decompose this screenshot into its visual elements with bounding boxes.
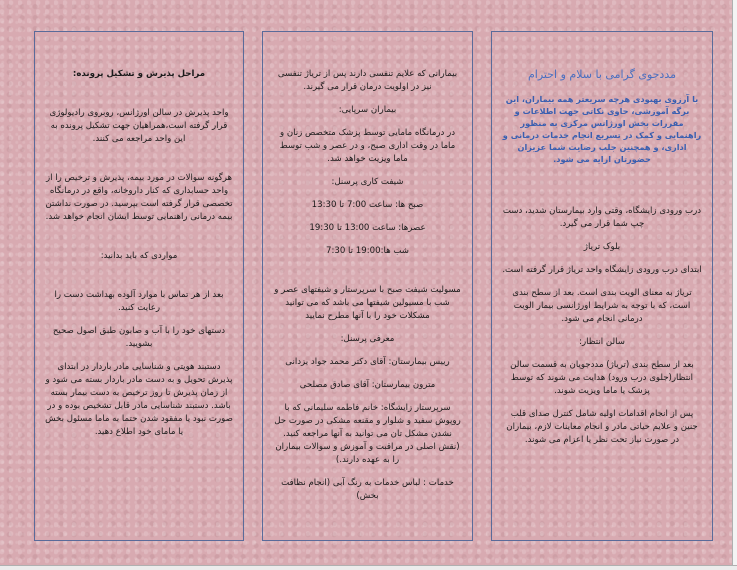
shift-evening: عصرها: ساعت 13:00 تا 19:30	[309, 223, 426, 233]
admission-heading: مراحل پذیرش و تشکیل پرونده:	[72, 69, 206, 79]
hand-hygiene-paragraph: بعد از هر تماس با موارد آلوده بهداشت دست را رعایت کنید.	[54, 290, 224, 313]
greeting-title: مددجوی گرامی با سلام و احترام	[528, 68, 676, 81]
outpatient-paragraph: در درمانگاه مامایی توسط پزشک متخصص زنان و ماما در وقت اداری صبح، و در عصر و شب توسط ماما ویزیت خواهد شد.	[279, 128, 456, 164]
respiratory-priority-paragraph: بیمارانی که علایم تنفسی دارند پس از تریاژ تنفسی نیز در اولویت درمان قرار می گیرند.	[277, 69, 458, 92]
triage-heading: بلوک تریاژ	[583, 242, 621, 252]
page-edge	[0, 565, 737, 570]
shifts-heading: شیفت کاری پرسنل:	[331, 177, 404, 187]
initial-care-paragraph: پس از انجام اقدامات اولیه شامل کنترل صدای قلب جنین و علایم حیاتی مادر و انجام معاینات لازم، بیماران در صورت نیاز تحت نظر یا اعزام می شوند.	[506, 409, 698, 445]
shift-morning: صبح ها: ساعت 7:00 تا 13:30	[311, 200, 424, 210]
things-to-know-heading: مواردی که باید بدانید:	[100, 251, 178, 261]
id-bracelet-paragraph: دستبند هویتی و شناسایی مادر باردار در ابتدای پذیرش تحویل و به دست مادر باردار بسته می شود و از زمان پذیرش تا روز ترخیص به دست بیمار بسته باشد. دستبند شناسایی مادر قابل تشخیص بوده و در صورت نبود یا مفقود شدن حتما به ماما مسئول بخش یا مامای خود اطلاع دهید.	[45, 362, 233, 437]
page-edge	[732, 0, 737, 570]
entrance-paragraph: درب ورودی زایشگاه، وقتی وارد بیمارستان شدید، دست چپ شما قرار می گیرد.	[502, 206, 702, 229]
brochure-panel-left	[34, 31, 244, 541]
shift-responsibility-paragraph: مسولیت شیفت صبح با سرپرستار و شیفتهای عصر و شب با مسیولین شیفتها می باشد که می توانید مشکلات خود را با آنها مطرح نمایید	[274, 285, 461, 321]
hand-washing-paragraph: دستهای خود را با آب و صابون طبق اصول صحیح بشویید.	[52, 326, 226, 349]
hospital-director: رییس بیمارستان: آقای دکتر محمد جواد یزدانی	[285, 357, 450, 367]
brochure-panel-middle	[262, 31, 473, 541]
triage-location-paragraph: ابتدای درب ورودی زایشگاه واحد تریاژ قرار گرفته است.	[502, 265, 702, 275]
triage-definition-paragraph: تریاژ به معنای الویت بندی است. بعد از سطح بندی است، که با توجه به شرایط اورژانسی بیمار الویت درمانی انجام می شود.	[512, 288, 692, 324]
waiting-hall-paragraph: بعد از سطح بندی (تریاژ) مددجویان به قسمت سالن انتظار(جلوی درب ورود) هدایت می شوند که توسط پزشک یا ماما ویزیت شوند.	[510, 360, 694, 396]
brochure-panel-right	[491, 31, 713, 541]
head-nurse-paragraph: سرپرستار زایشگاه: خانم فاطمه سلیمانی که با روپوش سفید و شلوار و مقنعه مشکی در صورت حل نشدن مشکل تان می توانید به آنها مراجعه کنید.(نقش اصلی در مراقبت و آموزش و سوالات بیماران را به عهده دارند.)	[274, 403, 461, 465]
outpatient-heading: بیماران سرپایی:	[338, 105, 397, 115]
services-staff-paragraph: خدمات : لباس خدمات به رنگ آبی (انجام نظافت بخش)	[281, 478, 454, 501]
admission-unit-paragraph: واحد پذیرش در سالن اورژانس، روبروی رادیولوژی قرار گرفته است،همراهیان جهت تشکیل پرونده به این واحد مراجعه می کنند.	[49, 108, 229, 144]
staff-heading: معرفی پرسنل:	[340, 334, 395, 344]
waiting-hall-heading: سالن انتظار:	[579, 337, 625, 347]
intro-paragraph: با آرزوی بهبودی هرچه سریعتر همه بیماران، این برگه آموزشی، حاوی نکاتی جهت اطلاعات و مقررات بخش اورژانس مرکزی به منظور راهنمایی و کمک در تسریع انجام خدمات درمانی و اداری، و همچنین جلب رضایت شما عزیزان حضورتان ارایه می شود.	[502, 94, 702, 164]
insurance-paragraph: هرگونه سوالات در مورد بیمه، پذیرش و ترخیص را از واحد حسابداری که کنار داروخانه، واقع در درمانگاه تخصصی قرار گرفته است بپرسید. در صورت نداشتن بیمه درمانی راهنمایی توسط ایشان انجام خواهد شد.	[45, 173, 233, 222]
shift-night: شب ها:19:00 تا 7:30	[326, 246, 409, 256]
hospital-matron: مترون بیمارستان: آقای صادق مصلحی	[299, 380, 436, 390]
